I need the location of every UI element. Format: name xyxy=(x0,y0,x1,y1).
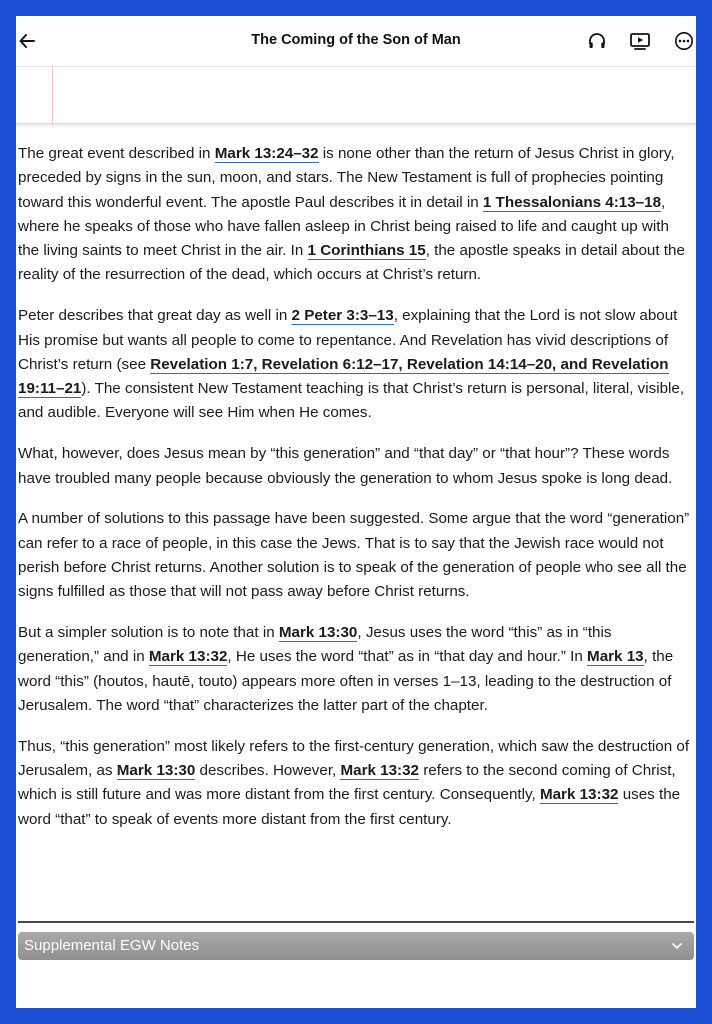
paragraph-text: But a simpler solution is to note that in xyxy=(18,624,279,642)
paragraph-text: describes. However, xyxy=(195,762,341,780)
paragraph xyxy=(18,304,694,425)
paragraph-text: , explaining that the Lord is not slow about His promise but wants all people to come to repentance. And Revelation has vivid descriptions of Christ’s return (see xyxy=(18,307,678,373)
headphones-icon xyxy=(587,31,607,51)
paragraph xyxy=(18,735,694,832)
scripture-reference-link[interactable]: Mark 13:32 xyxy=(340,762,420,780)
scripture-reference-link[interactable]: 2 Peter 3:3–13 xyxy=(291,307,394,325)
paragraph-text: Peter describes that great day as well in xyxy=(18,307,292,325)
more-icon xyxy=(674,31,694,51)
supplemental-notes-toggle[interactable] xyxy=(18,932,694,960)
paragraph-text: Thus, “this generation” most likely refers to the first-century generation, which saw the destruction of Jerusalem, as xyxy=(18,737,690,780)
paragraph-text: What, however, does Jesus mean by “this generation” and “that day” or “that hour”? These words have troubled many people because obviously the generation to whom Jesus spoke is long dead. xyxy=(18,445,673,487)
paragraph-text: uses the word “that” to speak of events more distant from the first century. xyxy=(18,786,681,828)
paragraph-text: , where he speaks of those who have fallen asleep in Christ being raised to life and caught up with the living saints to meet Christ in the air. In xyxy=(18,193,669,260)
paragraph xyxy=(18,507,694,604)
scripture-reference-link[interactable]: Mark 13:32 xyxy=(539,786,619,804)
back-button[interactable] xyxy=(16,30,38,52)
page-title: The Coming of the Son of Man xyxy=(251,32,461,48)
paragraph-text: A number of solutions to this passage have been suggested. Some argue that the word “generation” can refer to a race of people, in this case the Jews. That is to say that the Jewish race would not perish before Christ returns. Another solution is to speak of the generation of people who see all the signs fulfilled as those that will not pass away before Christ returns. xyxy=(18,510,690,601)
reader-window xyxy=(16,16,696,1008)
paragraph-text: The great event described in xyxy=(18,145,215,162)
paragraph-text: , He uses the word “that” as in “that day and hour.” In xyxy=(227,648,588,666)
scripture-reference-link[interactable]: 1 Thessalonians 4:13–18 xyxy=(482,193,662,211)
back-arrow-icon xyxy=(18,32,36,50)
notes-area[interactable] xyxy=(16,66,696,124)
video-icon xyxy=(629,31,651,51)
more-options-button[interactable] xyxy=(672,30,696,52)
top-bar xyxy=(16,16,696,66)
paragraph xyxy=(18,142,694,288)
paragraph-text: , the word “this” (houtos, hautē, touto) appears more often in verses 1–13, leading to the destruction of Jerusalem. The word “that” characterizes the latter part of the chapter. xyxy=(18,648,674,714)
supplemental-notes-label: Supplemental EGW Notes xyxy=(24,937,200,954)
paragraph xyxy=(18,442,694,491)
paragraph xyxy=(18,621,694,718)
video-button[interactable] xyxy=(628,30,652,52)
listen-button[interactable] xyxy=(585,30,609,52)
scripture-reference-link[interactable]: Mark 13:32 xyxy=(148,648,228,666)
scripture-reference-link[interactable]: Mark 13:24–32 xyxy=(214,145,319,162)
paragraph-text: ). The consistent New Testament teaching is that Christ’s return is personal, literal, visible, and audible. Everyone will see Him when He comes. xyxy=(18,380,685,422)
paragraph-text: , the apostle speaks in detail about the reality of the resurrection of the dead, which occurs at Christ’s return. xyxy=(18,242,685,284)
scripture-reference-link[interactable]: Mark 13:30 xyxy=(278,624,358,642)
lesson-content xyxy=(18,142,694,848)
scripture-reference-link[interactable]: Mark 13 xyxy=(587,648,644,666)
scripture-reference-link[interactable]: 1 Corinthians 15 xyxy=(307,242,426,260)
scripture-reference-link[interactable]: Mark 13:30 xyxy=(116,762,196,780)
chevron-down-icon xyxy=(670,939,684,953)
section-divider xyxy=(18,921,694,923)
paragraph-text: refers to the second coming of Christ, which is still future and was more distant from the first century. Consequently, xyxy=(18,762,676,804)
notes-margin-line xyxy=(52,67,53,125)
scripture-reference-link[interactable]: Revelation 1:7, Revelation 6:12–17, Revelation 14:14–20, and Revelation 19:11–21 xyxy=(18,355,669,398)
paragraph-text: , Jesus uses the word “this” as in “this generation,” and in xyxy=(18,624,612,666)
paragraph-text: is none other than the return of Jesus Christ in glory, preceded by signs in the sun, moon, and stars. The New Testament is full of prophecies pointing toward this wonderful event. The apostle Paul describes it in detail in xyxy=(18,145,675,211)
